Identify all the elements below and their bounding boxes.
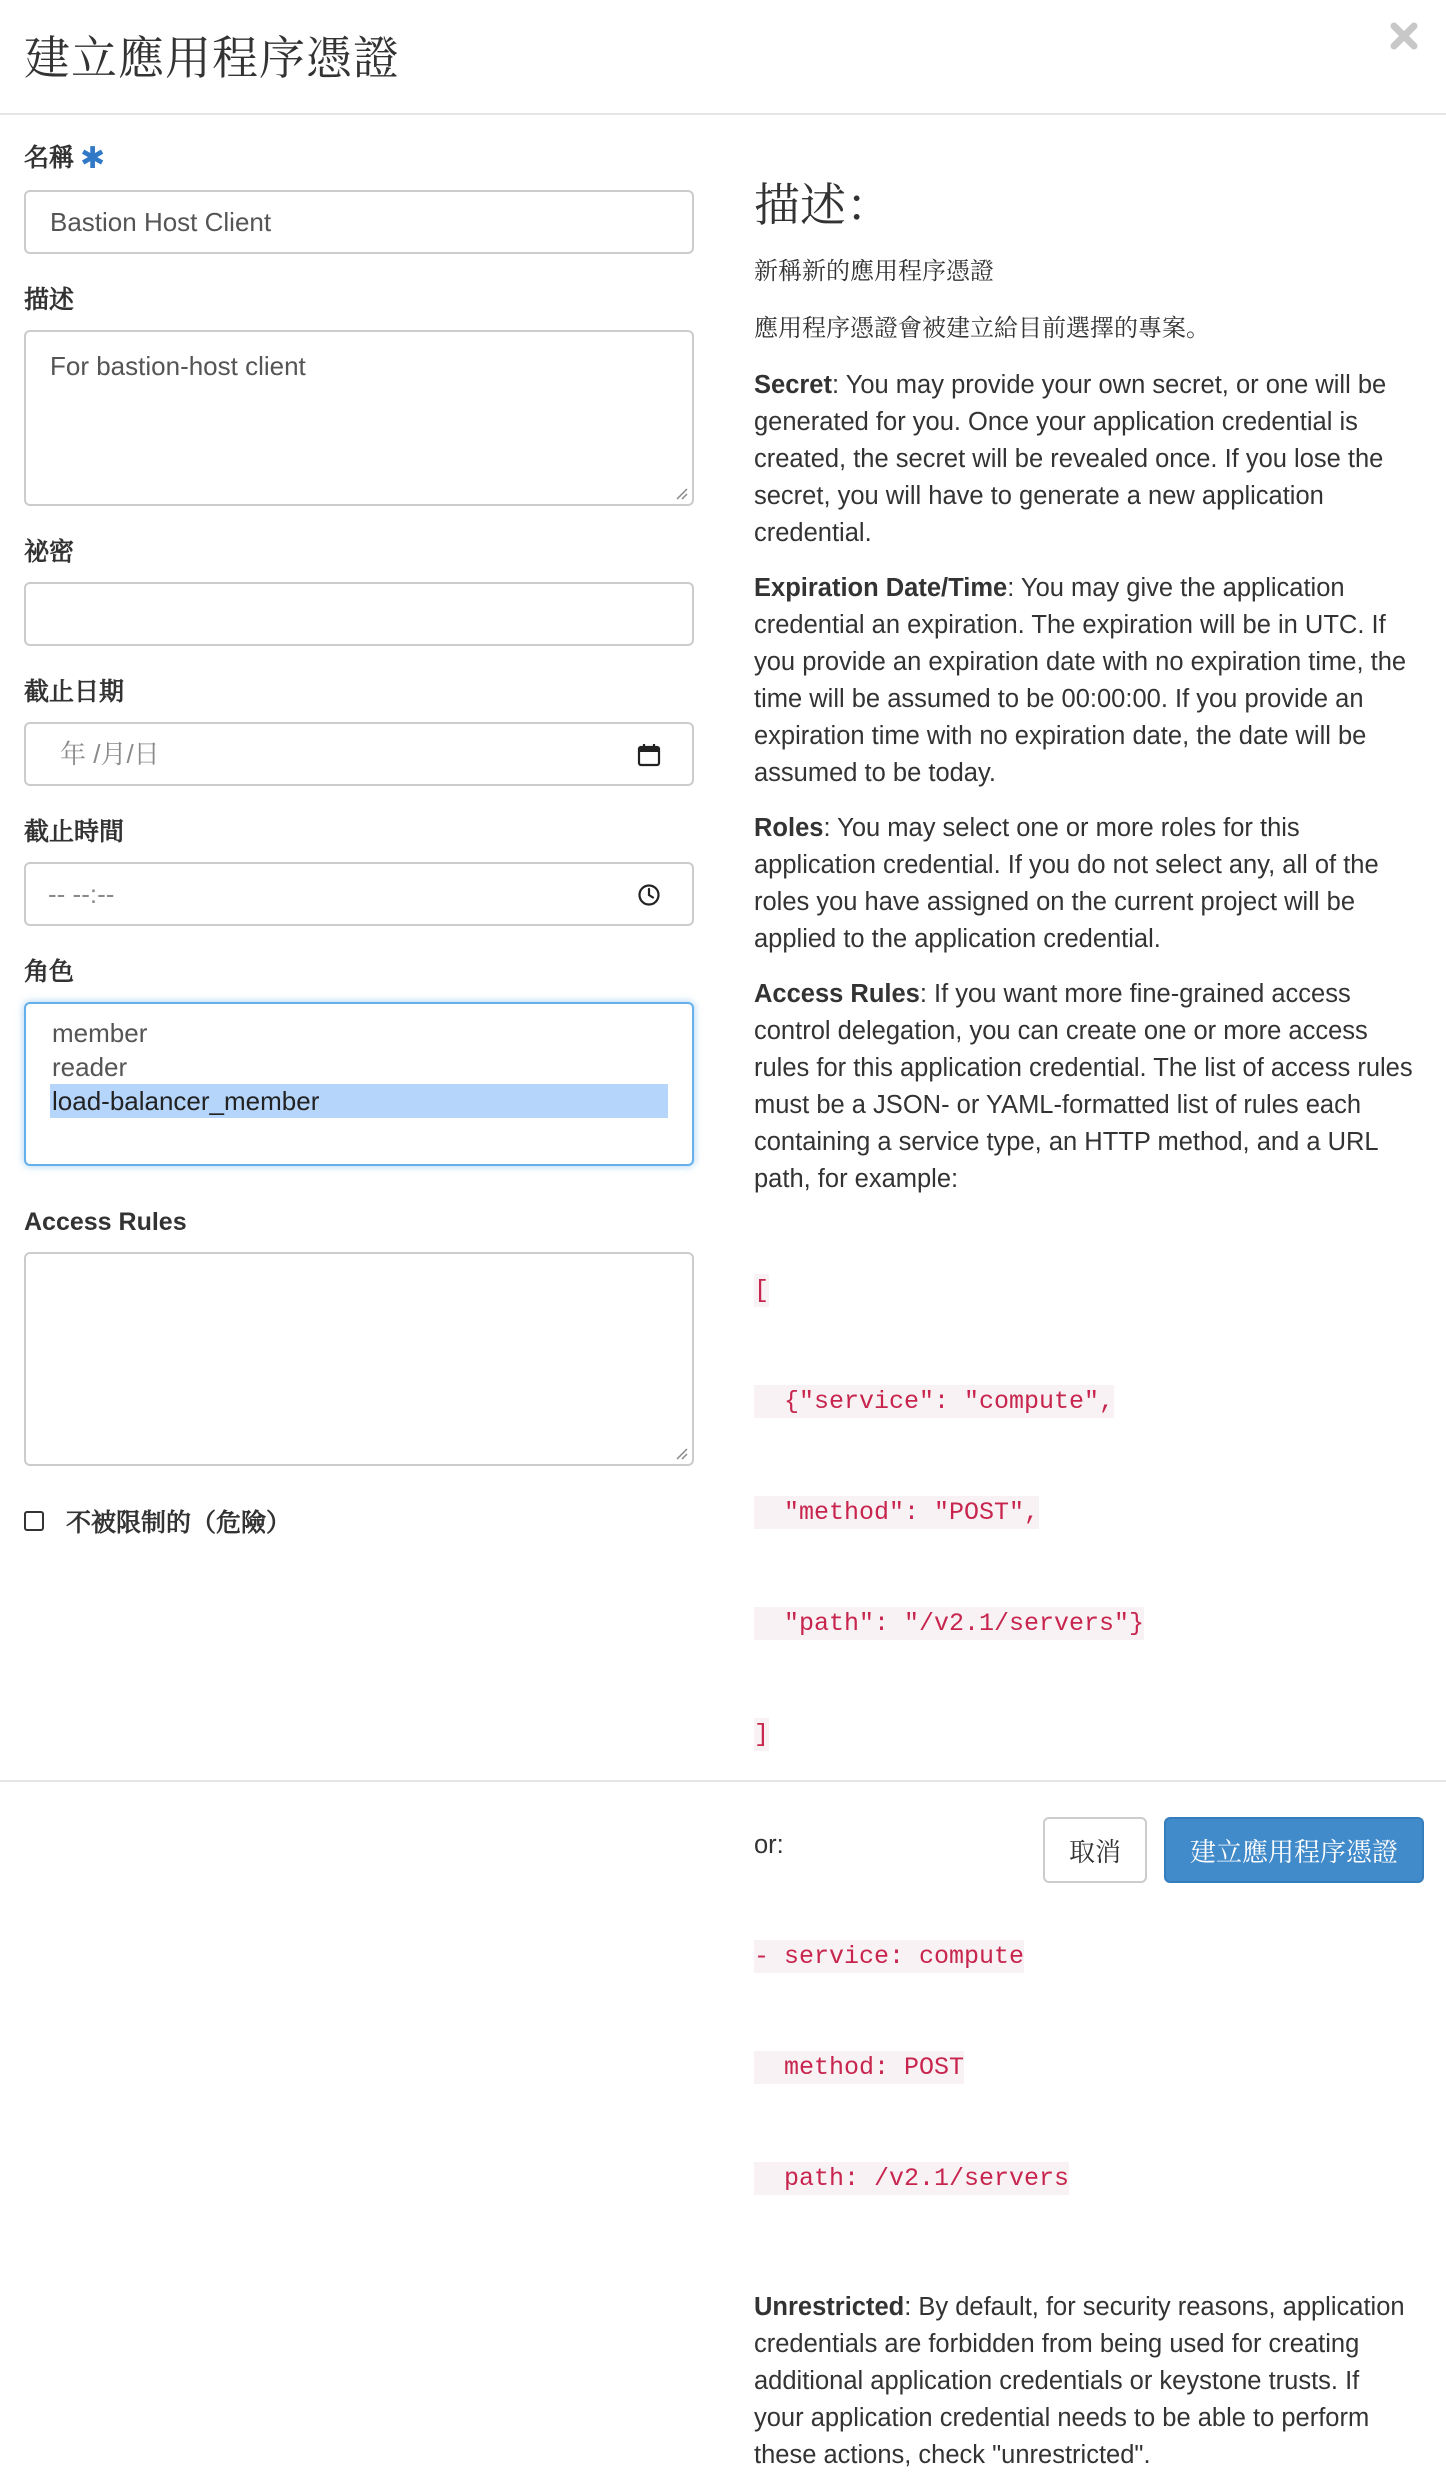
access-rules-textarea[interactable] (24, 1252, 694, 1466)
code-line (754, 1605, 1414, 1642)
form-column (24, 140, 694, 1466)
name-label (24, 140, 694, 176)
secret-input[interactable] (24, 582, 694, 646)
secret-label: 祕密 (24, 537, 75, 566)
help-access-rules-text: : If you want more fine-grained access control delegation, you can create one or more access rules for this application credential. The list of access rules must be a JSON- or YAML-formatted list of rules each containing a service type, an HTTP method, and a URL path, for example: (754, 980, 1413, 1193)
code-line (754, 1716, 1414, 1753)
help-unrestricted-term: Unrestricted (754, 2293, 905, 2321)
help-title: 描述： (754, 178, 892, 232)
expiration-time-label: 截止時間 (24, 817, 125, 846)
help-unrestricted-text: : By default, for security reasons, application credentials are forbidden from being used for creating additional application credentials or keystone trusts. If your application credential needs to be able to perform these actions, check "unrestricted". (754, 2293, 1405, 2469)
unrestricted-label[interactable]: 不被限制的（危險） (66, 1508, 292, 1537)
code-line-text: ] (754, 1720, 770, 1749)
description-label: 描述 (24, 285, 75, 314)
json-example-code (754, 1198, 1414, 1827)
help-secret-text: : You may provide your own secret, or one will be generated for you. Once your application credential is created, the secret will be revealed once. If you lose the secret, you will have to generate a new application credential. (754, 371, 1387, 547)
dialog-title: 建立應用程序憑證 (24, 31, 400, 85)
code-line-text: method: POST (754, 2053, 965, 2082)
help-expiration (754, 570, 1414, 792)
help-unrestricted (754, 2289, 1414, 2474)
clock-icon[interactable] (636, 882, 662, 908)
help-column (754, 175, 1414, 2492)
help-access-rules-term: Access Rules (754, 980, 920, 1008)
name-input-value: Bastion Host Client (50, 207, 272, 237)
modal-footer (0, 1780, 1446, 1892)
expiration-date-placeholder: 年 /月/日 (60, 739, 160, 769)
code-line (754, 1383, 1414, 1420)
help-expiration-text: : You may give the application credential an expiration. The expiration will be in UTC. If you provide an expiration date with no expiration time, the time will be assumed to be 00:00:00. If you provide an expiration time with no expiration date, the date will be assumed to be today. (754, 574, 1407, 787)
description-textarea[interactable] (24, 330, 694, 506)
name-label-text: 名稱 (24, 143, 75, 172)
code-line-text: "path": "/v2.1/servers"} (754, 1609, 1145, 1638)
expiration-date-input[interactable] (24, 722, 694, 786)
calendar-icon[interactable] (636, 742, 662, 768)
resize-handle-icon[interactable] (672, 1444, 688, 1460)
code-line (754, 1272, 1414, 1309)
help-secret-term: Secret (754, 371, 832, 399)
code-line (754, 2160, 1414, 2197)
expiration-time-placeholder: -- --:-- (48, 879, 115, 909)
unrestricted-checkbox[interactable] (24, 1511, 44, 1531)
description-textarea-value: For bastion-host client (50, 351, 306, 381)
roles-label: 角色 (24, 957, 75, 986)
help-expiration-term: Expiration Date/Time (754, 574, 1008, 602)
code-line-text: [ (754, 1276, 770, 1305)
help-roles (754, 810, 1414, 958)
code-line (754, 2049, 1414, 2086)
role-option-member[interactable]: member (52, 1018, 148, 1048)
name-input[interactable] (24, 190, 694, 254)
yaml-example-code (754, 1864, 1414, 2271)
code-line-text: path: /v2.1/servers (754, 2164, 1070, 2193)
help-roles-term: Roles (754, 814, 824, 842)
help-secret (754, 367, 1414, 552)
help-roles-text: : You may select one or more roles for this application credential. If you do not select any, all of the roles you have assigned on the current project will be applied to the application credential. (754, 814, 1379, 953)
access-rules-label: Access Rules (24, 1208, 187, 1236)
code-line (754, 1938, 1414, 1975)
close-button[interactable] (1384, 16, 1424, 56)
required-icon: ✱ (80, 141, 106, 176)
expiration-date-label: 截止日期 (24, 677, 125, 706)
role-option-load-balancer-member[interactable]: load-balancer_member (50, 1084, 668, 1118)
help-intro-1: 新稱新的應用程序憑證 (754, 257, 994, 285)
code-line-text: "method": "POST", (754, 1498, 1040, 1527)
roles-multiselect[interactable] (24, 1002, 694, 1166)
help-intro-2: 應用程序憑證會被建立給目前選擇的專案。 (754, 314, 1210, 342)
close-icon (1384, 16, 1424, 56)
code-line (754, 1494, 1414, 1531)
code-line-text: - service: compute (754, 1942, 1025, 1971)
create-credential-button[interactable]: 建立應用程序憑證 (1164, 1817, 1424, 1883)
expiration-time-input[interactable] (24, 862, 694, 926)
cancel-button[interactable]: 取消 (1043, 1817, 1147, 1883)
or-text: or: (754, 1831, 784, 1859)
unrestricted-row (24, 1503, 291, 1539)
role-option-reader[interactable]: reader (52, 1052, 128, 1082)
code-line-text: {"service": "compute", (754, 1387, 1115, 1416)
resize-handle-icon[interactable] (672, 484, 688, 500)
modal-header (0, 0, 1446, 115)
help-access-rules (754, 976, 1414, 1198)
